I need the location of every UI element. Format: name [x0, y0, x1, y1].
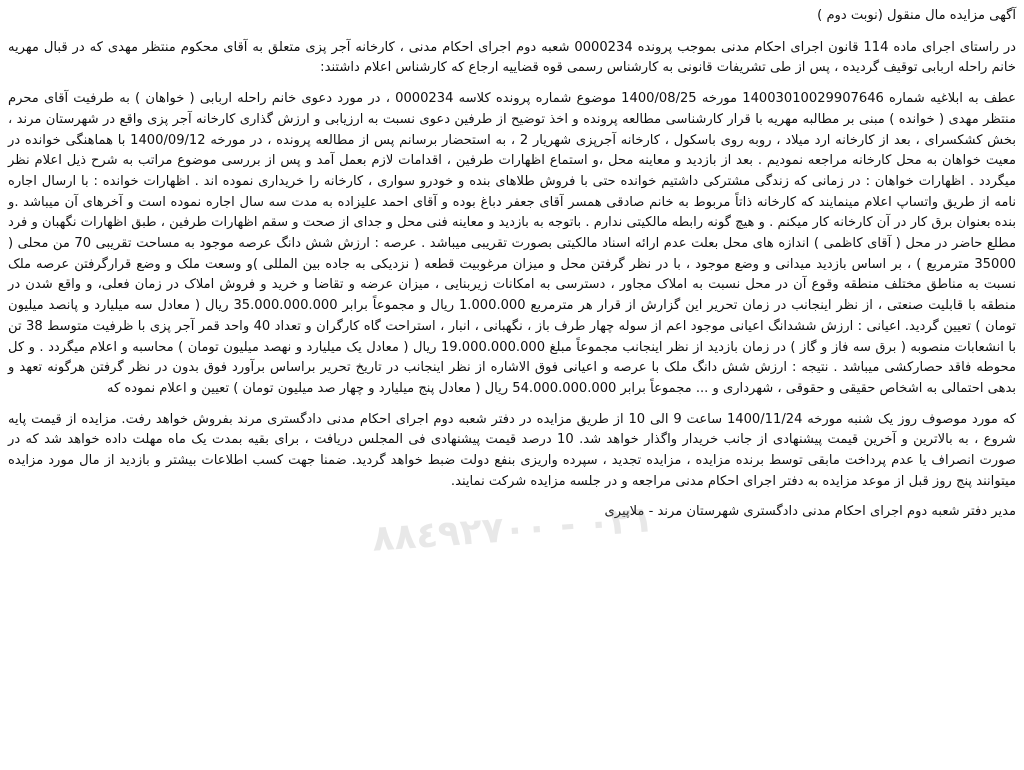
notice-title: آگهی مزایده مال منقول (نوبت دوم ): [817, 8, 1016, 23]
intro-paragraph: در راستای اجرای ماده 114 قانون اجرای احکام مدنی بموجب پرونده 0000234 شعبه دوم اجرای احکام مدنی ، کارخانه آجر پزی متعلق به آقای محکوم منتظر مهدی که در قبال مهریه خانم راحله اربابی توقیف گردیده ، پس از طی تشریفات قانونی به کارشناس رسمی قوه قضاییه ارجاع که کارشناس اعلام داشتند:: [8, 39, 1016, 76]
expert-report-paragraph: عطف به ابلاغیه شماره 14003010029907646 مورخه 1400/08/25 موضوع شماره پرونده کلاسه 0000234 ، در مورد دعوی خانم راحله اربابی ( خواهان ) به طرفیت آقای محرم منتظر مهدی ( خوانده ) مبنی بر مطالبه مهریه با قرار کارشناسی مطالعه پرونده و اخذ توضیح از طرفین دعوی نسبت به ارزیابی و ارزش گذاری کارخانه آجر پزی واقع در شهرستان مرند ، بخش کشکسرای ، بعد از کارخانه ارد میلاد ، روبه روی باسکول ، کارخانه آجرپزی شهریار 2 ، به استحضار برسانم پس از مطالعه پرونده ، در مورخه 1400/09/12 با هماهنگی خوانده در معیت خواهان به محل کارخانه مراجعه نمودیم . بعد از بازدید و معاینه محل ،و استماع اظهارات طرفین ، اقدامات لازم بعمل آمد و پس از بررسی موضوع مراتب به شرح ذیل اعلام نظر میگردد . اظهارات خواهان : در زمانی که زندگی مشترکی داشتیم خوانده حتی با فروش طلاهای بنده و خودرو سواری ، کارخانه را خریداری نموده اند . اظهارات خوانده : با ارسال اجاره نامه از طریق واتساپ اعلام مینمایند که کارخانه ذاتاً مربوط به خانم صادقی همسر آقای جعفر دباغ بوده و آقای احمد علیزاده به مدت سه سال اجاره نموده است و آخرهای آن میباشد .و بنده بعنوان برق کار در آن کارخانه کار میکنم . و هیچ گونه رابطه مالکیتی ندارم . باتوجه به بازدید و معاینه فنی محل و جدای از صحت و سقم اظهارات طرفین ، طبق اظهارات نگهبان و فرد مطلع حاضر در محل ( آقای کاظمی ) اندازه های محل بعلت عدم ارائه اسناد مالکیتی بصورت تقریبی میباشد . عرصه : ارزش شش دانگ عرصه موجود به مساحت تقریبی 70 من محلی ( 35000 مترمربع ) ، بر اساس بازدید میدانی و وضع موجود ، با در نظر گرفتن محل و میزان مرغوبیت قطعه ( نزدیکی به جاده بین المللی )و وسعت ملک و وضع قرارگرفتن عرصه ملک نسبت به مناطق مختلف منطقه وقوع آن در محل نسبت به املاک مجاور ، دسترسی به امکانات زیربنایی ، میزان عرضه و تقاضا و خرید و فروش املاک در زمان فعلی، و واقع شدن در منطقه با قابلیت صنعتی ، از نظر اینجانب در زمان تحریر این گزارش از قرار هر مترمربع 1.000.000 ریال و مجموعاً برابر 35.000.000.000 ریال ( معادل سه میلیارد و پانصد میلیون تومان ) تعیین گردید. اعیانی : ارزش ششدانگ اعیانی موجود اعم از سوله چهار طرف باز ، نگهبانی ، انبار ، استراحت گاه کارگران و تعداد 40 واحد قمر آجر پزی با ظرفیت متوسط 38 تن با انشعابات منصوبه ( برق سه فاز و گاز ) در زمان بازدید از نظر اینجانب مجموعاً مبلغ 19.000.000.000 ریال ( معادل یک میلیارد و نهصد میلیون تومان ) محاسبه و اعلام میگردد . و کل محوطه فاقد حصارکشی میباشد . نتیجه : ارزش شش دانگ ملک با عرصه و اعیانی فوق الاشاره از نظر اینجانب در تاریخ تحریر براساس برآورد فوق بدون در نظر گرفتن هرگونه تعهد و بدهی احتمالی به اشخاص حقیقی و حقوقی ، شهرداری و ... مجموعاً برابر 54.000.000.000 ریال ( معادل پنج میلیارد و چهار صد میلیون تومان ) تعیین و اعلام نموده که: [8, 91, 1016, 396]
watermark: ٠٢١ - ٨٨٤٩٢٧٠٠: [370, 499, 655, 560]
auction-details-paragraph: که مورد موصوف روز یک شنبه مورخه 1400/11/24 ساعت 9 الی 10 از طریق مزایده در دفتر شعبه دوم اجرای احکام مدنی دادگستری مرند بفروش خواهد رفت. مزایده از قیمت پایه شروع ، به بالاترین و آخرین قیمت پیشنهادی از جانب خریدار واگذار خواهد شد. 10 درصد قیمت پیشنهادی فی المجلس دریافت ، برای بقیه بمدت یک ماه مهلت داده خواهد شد که در صورت انصراف یا عدم پرداخت مابقی توسط برنده مزایده ، مزایده تجدید ، سپرده واریزی بنفع دولت ضبط خواهد گردید. ضمنا جهت کسب اطلاعات بیشتر و بازدید از مال مورد مزایده میتوانند پنج روز قبل از موعد مزایده به دفتر اجرای احکام مدنی مراجعه و در جلسه مزایده شرکت نمایند.: [8, 411, 1016, 489]
signature-line: مدیر دفتر شعبه دوم اجرای احکام مدنی دادگستری شهرستان مرند - ملاپیری: [604, 504, 1016, 520]
